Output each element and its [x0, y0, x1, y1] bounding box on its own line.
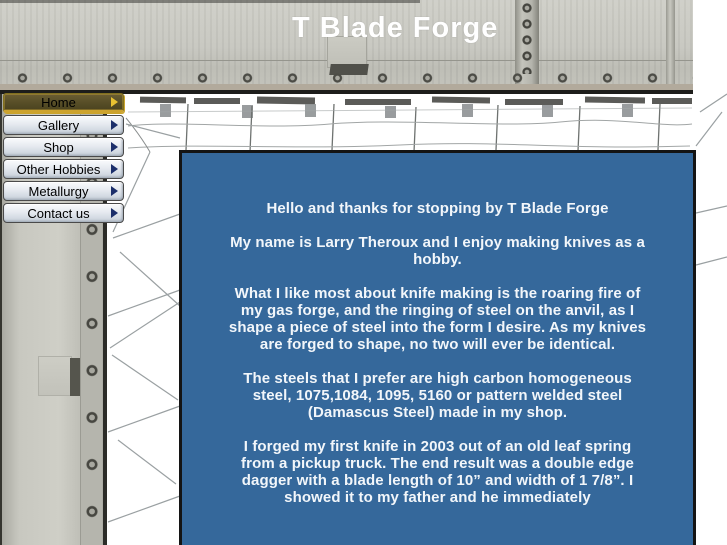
menu-item-other-hobbies[interactable]: [3, 159, 124, 179]
content-paragraph: The steels that I prefer are high carbon homogeneous steel, 1075,1084, 1095, 5160 or pattern welded steel (Damascus Steel) made in my shop.: [243, 370, 632, 421]
beam-sketch-lines: [126, 108, 692, 152]
menu-item-contact-us-label: Contact us: [27, 205, 90, 221]
left-steel-edge: [0, 94, 2, 545]
arrow-right-icon: [111, 164, 118, 174]
content-paragraph: I forged my first knife in 2003 out of an old leaf spring from a pickup truck. The end result was a double edge dagger with a blade length of 10” and width of 1 7/8”. I showed it to my father and he immediately: [241, 438, 634, 506]
menu-item-other-hobbies-label: Other Hobbies: [16, 161, 101, 177]
menu-item-home[interactable]: [3, 93, 124, 113]
main-menu: [3, 93, 124, 223]
menu-item-gallery[interactable]: [3, 115, 124, 135]
banner-top-seam: [0, 0, 420, 3]
menu-item-home-label: Home: [41, 94, 76, 110]
menu-item-metallurgy-label: Metallurgy: [28, 183, 89, 199]
arrow-right-icon: [111, 186, 118, 196]
header-banner: [0, 0, 693, 94]
beam-dividers: [186, 104, 660, 152]
content-paragraph: My name is Larry Theroux and I enjoy making knives as a hobby.: [230, 234, 645, 268]
menu-item-contact-us[interactable]: [3, 203, 124, 223]
content-paragraph: Hello and thanks for stopping by T Blade Forge: [266, 200, 609, 217]
content-paragraph: What I like most about knife making is the roaring fire of my gas forge, and the ringing of steel on the anvil, as I shape a piece of steel into the form I desire. As my knives are forged to shape, no two will ever be identical.: [228, 285, 647, 353]
arrow-right-icon: [111, 120, 118, 130]
arrow-right-icon: [111, 142, 118, 152]
menu-item-shop-label: Shop: [43, 139, 74, 155]
content-panel: [179, 150, 696, 545]
arrow-right-icon: [111, 208, 118, 218]
beam-tabs: [160, 104, 633, 118]
site-title: T Blade Forge: [292, 12, 499, 44]
left-steel-block: [38, 356, 72, 396]
menu-item-gallery-label: Gallery: [37, 117, 80, 133]
arrow-right-icon: [111, 97, 118, 107]
menu-item-metallurgy[interactable]: [3, 181, 124, 201]
truss-lines-right: [696, 94, 727, 265]
menu-item-shop[interactable]: [3, 137, 124, 157]
beam-bars: [140, 96, 692, 105]
